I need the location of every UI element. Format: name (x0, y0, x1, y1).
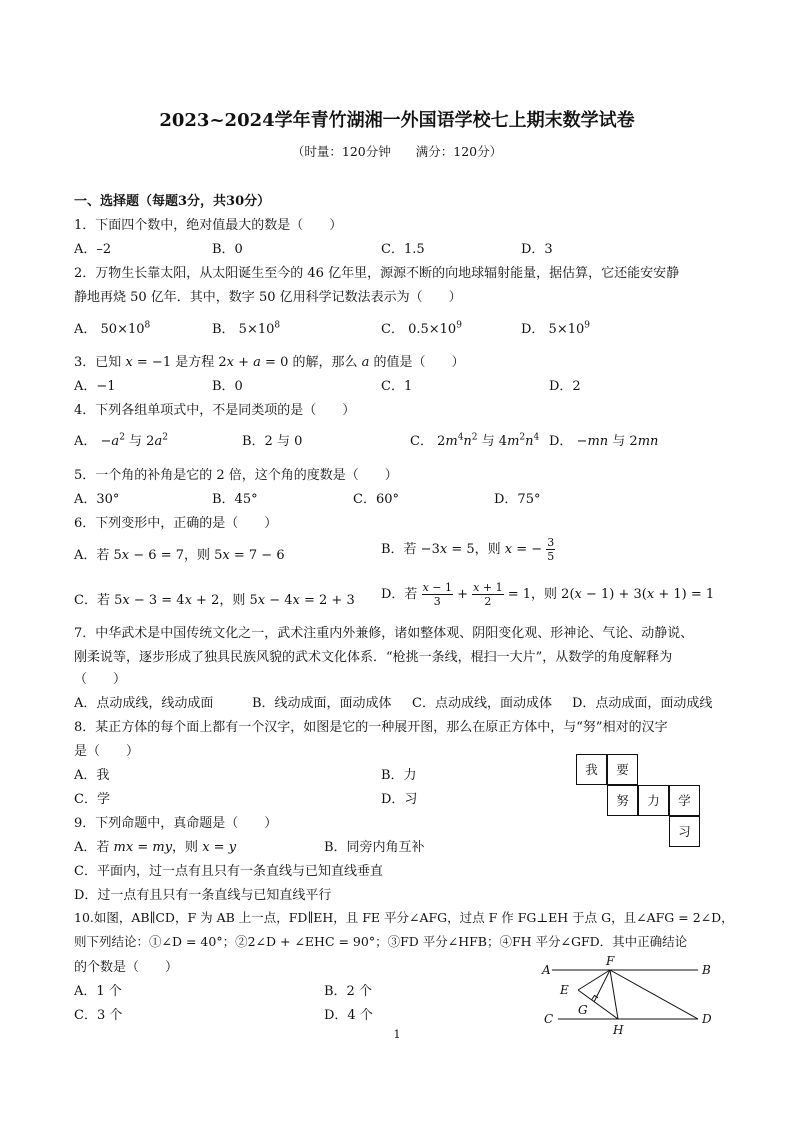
q10-option-b: B．2 个 (324, 984, 372, 999)
geometry-figure (538, 956, 728, 1038)
q2-line2: 静地再烧 50 亿年．其中，数字 50 亿用科学记数法表示为（ ） (74, 290, 462, 305)
q5-stem: 5．一个角的补角是它的 2 倍，这个角的度数是（ ） (74, 468, 398, 483)
cube-face-xue: 学 (669, 785, 700, 816)
q8-option-c: C．学 (74, 792, 110, 807)
label-e: E (560, 983, 569, 997)
q2-option-d: D． $5\times 10^9$ (521, 320, 590, 337)
cube-face-li: 力 (638, 785, 669, 816)
q10-line2: 则下列结论：①∠D = 40°；②2∠D + ∠EHC = 90°；③FD 平分∠HFB；④FH 平分∠GFD．其中正确结论 (74, 934, 688, 949)
q2-option-b: B． $5\times 10^8$ (212, 320, 281, 337)
q7-option-b: B．线动成面，面动成体 (252, 696, 392, 711)
q5-option-a: A．30° (74, 492, 120, 507)
page-number: 1 (393, 1028, 401, 1041)
segment-fd (610, 970, 698, 1019)
q2-option-a: A． $50\times 10^8$ (74, 320, 151, 337)
q3-option-d: D．2 (549, 379, 581, 394)
q4-option-b: B．2 与 0 (242, 434, 303, 449)
segment-fh (610, 970, 618, 1019)
q3-option-a: A．−1 (74, 379, 116, 394)
q3-option-c: C．1 (381, 379, 413, 394)
q8-line2: 是（ ） (74, 744, 140, 759)
label-a: A (542, 963, 551, 977)
q6-option-a: A．若 5x − 6 = 7，则 5x = 7 − 6 (74, 548, 285, 563)
q7-line3: （ ） (74, 672, 127, 687)
q5-option-b: B．45° (212, 492, 258, 507)
cube-face-nu: 努 (607, 785, 638, 816)
q1-option-a: A．–2 (74, 242, 112, 257)
label-d: D (702, 1012, 712, 1026)
q1-option-c: C．1.5 (381, 242, 425, 257)
q10-option-d: D．4 个 (324, 1008, 373, 1023)
q5-option-d: D．75° (494, 492, 541, 507)
q10-option-c: C．3 个 (74, 1008, 123, 1023)
q4-option-d: D． −mn 与 2mn (549, 434, 659, 449)
cube-face-wo: 我 (576, 754, 607, 785)
section-heading: 一、选择题（每题3分，共30分） (74, 194, 271, 209)
q6-stem: 6．下列变形中，正确的是（ ） (74, 516, 278, 531)
q8-line1: 8．某正方体的每个面上都有一个汉字，如图是它的一种展开图，那么在原正方体中，与“努”相对的汉字 (74, 720, 668, 735)
q1-option-d: D．3 (521, 242, 553, 257)
q6-option-b: B．若 −3x = 5，则 x = − $\frac{3}{5}$ (381, 536, 555, 563)
q2-line1: 2．万物生长靠太阳，从太阳诞生至今的 46 亿年里，源源不断的向地球辐射能量，据估算，它还能安安静 (74, 266, 680, 281)
q9-option-a: A．若 mx = my，则 x = y (74, 840, 237, 855)
q9-stem: 9．下列命题中，真命题是（ ） (74, 816, 278, 831)
q8-option-a: A．我 (74, 768, 110, 783)
label-f: F (606, 956, 615, 968)
q7-line2: 刚柔说等，逐步形成了独具民族风貌的武术文化体系．“枪挑一条线，棍扫一大片”，从数学的角度解释为 (74, 650, 673, 665)
q5-option-c: C．60° (353, 492, 399, 507)
page-title: 2023~2024学年青竹湖湘一外国语学校七上期末数学试卷 (159, 110, 635, 131)
label-h: H (613, 1023, 624, 1037)
label-b: B (702, 963, 711, 977)
q9-option-c: C．平面内，过一点有且只有一条直线与已知直线垂直 (74, 864, 383, 879)
q8-option-b: B．力 (381, 768, 417, 783)
q4-option-c: C． $2m^4n^2$ 与 $4m^2n^4$ (410, 432, 540, 449)
q3-option-b: B．0 (212, 379, 243, 394)
q8-option-d: D．习 (381, 792, 418, 807)
q1-stem: 1．下面四个数中，绝对值最大的数是（ ） (74, 218, 343, 233)
label-c: C (544, 1012, 554, 1026)
cube-face-yao: 要 (607, 754, 638, 785)
q1-option-b: B．0 (212, 242, 243, 257)
q6-option-c: C．若 5x − 3 = 4x + 2，则 5x − 4x = 2 + 3 (74, 593, 355, 608)
exam-info: （时量：120分钟 满分：120分） (291, 144, 503, 159)
q9-option-b: B．同旁内角互补 (324, 840, 425, 855)
q3-stem: 3．已知 x = −1 是方程 2x + a = 0 的解，那么 a 的值是（ ） (74, 355, 465, 370)
q4-option-a: A． $-a^2$ 与 $2a^2$ (74, 432, 168, 449)
q4-stem: 4．下列各组单项式中，不是同类项的是（ ） (74, 403, 356, 418)
q7-option-c: C．点动成线，面动成体 (412, 696, 552, 711)
q10-line1: 10.如图，AB∥CD，F 为 AB 上一点，FD∥EH，且 FE 平分∠AFG，过点 F 作 FG⊥EH 于点 G，且∠AFG = 2∠D， (74, 910, 734, 925)
q7-option-a: A．点动成线，线动成面 (74, 696, 214, 711)
q2-option-c: C． $0.5\times 10^9$ (381, 320, 462, 337)
q7-line1: 7．中华武术是中国传统文化之一，武术注重内外兼修，诸如整体观、阴阳变化观、形神论、气论、动静说、 (74, 626, 694, 641)
q10-line3: 的个数是（ ） (74, 960, 179, 975)
q10-option-a: A．1 个 (74, 984, 122, 999)
q6-option-d: D．若 $\frac{x - 1}{3}$ + $\frac{x + 1}{2}$ = 1，则 2(x − 1) + 3(x + 1) = 1 (381, 581, 715, 608)
label-g: G (578, 1003, 588, 1017)
q9-option-d: D．过一点有且只有一条直线与已知直线平行 (74, 888, 332, 903)
cube-face-xi: 习 (669, 816, 700, 847)
q7-option-d: D．点动成面，面动成线 (572, 696, 713, 711)
